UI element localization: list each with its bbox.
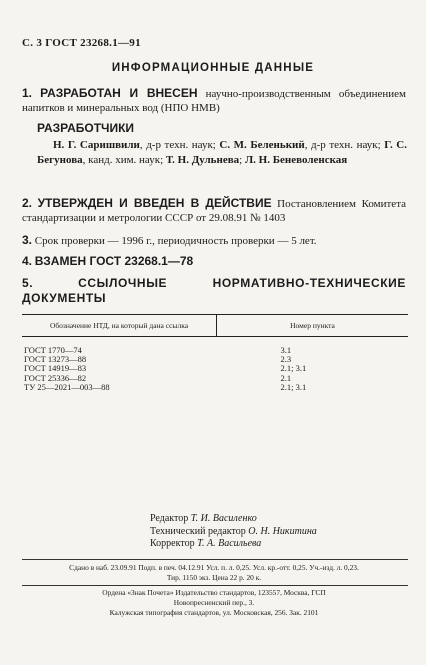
table-row: [22, 383, 408, 392]
table-cell-item: 2.1: [280, 372, 292, 383]
credit-line: [150, 538, 317, 551]
section-4-number: 4.: [22, 254, 33, 268]
section-1-text: научно-производственным объединением напитков и минеральных вод (НПО НМВ): [22, 88, 407, 114]
section-4: [22, 254, 406, 269]
imprint-publisher: [28, 588, 400, 618]
imprint-divider-bottom: [22, 585, 408, 586]
imprint-line: Новопресненский пер., 3.: [173, 598, 255, 607]
section-1: [22, 86, 406, 115]
developer-title: , канд. хим. наук;: [82, 153, 166, 166]
credit-role: Корректор: [150, 538, 198, 549]
developer-name: Н. Г. Саришвили: [53, 139, 140, 151]
table-cell-document: ГОСТ 25336—82: [24, 372, 87, 383]
imprint-line: Сдано в наб. 23.09.91 Подп. в печ. 04.12.91 Усл. п. л. 0,25. Усл. кр.-отт. 0,25. Уч.-изд. л. 0,23.: [69, 563, 359, 572]
section-3: [22, 233, 406, 248]
developers-heading: РАЗРАБОТЧИКИ: [37, 121, 135, 135]
section-5-number: 5.: [22, 276, 34, 290]
section-5: [22, 276, 406, 306]
table-cell-item: 2.1; 3.1: [280, 363, 307, 374]
section-1-heading: РАЗРАБОТАН И ВНЕСЕН: [40, 86, 198, 100]
table-cell-item: 2.3: [280, 354, 292, 365]
developer-title: , д-р техн. наук;: [139, 139, 220, 151]
imprint-divider-top: [22, 559, 408, 560]
references-table: [22, 314, 408, 392]
developer-name: Т. Н. Дульнева: [165, 153, 240, 166]
developer-name: Г. С. Бегунова: [37, 139, 408, 166]
developer-name: Л. Н. Беневоленская: [244, 153, 348, 166]
table-header-item: Номер пункта: [217, 315, 409, 337]
developers-list: [37, 138, 407, 167]
section-1-number: 1.: [22, 86, 33, 100]
credit-role: Технический редактор: [150, 525, 249, 537]
developer-title: ;: [239, 153, 245, 166]
imprint-line: Тир. 1150 экз. Цена 22 р. 20 к.: [166, 573, 262, 582]
section-2-heading: УТВЕРЖДЕН И ВВЕДЕН В ДЕЙСТВИЕ: [37, 196, 272, 210]
credit-line: [150, 526, 317, 539]
table-cell-item: 3.1: [280, 345, 292, 355]
section-2: [22, 196, 406, 225]
credit-line: [150, 513, 317, 526]
section-4-heading: ВЗАМЕН ГОСТ 23268.1—78: [34, 254, 194, 268]
page-title: ИНФОРМАЦИОННЫЕ ДАННЫЕ: [111, 62, 315, 74]
editorial-credits: [150, 513, 317, 551]
section-2-number: 2.: [22, 196, 33, 210]
credit-name: Т. И. Василенко: [190, 513, 257, 524]
table-cell-document: ГОСТ 1770—74: [24, 345, 82, 355]
developer-title: , д-р техн. наук;: [304, 139, 385, 151]
credit-name: Т. А. Васильева: [197, 538, 262, 549]
section-3-text: Срок проверки — 1996 г., периодичность проверки — 5 лет.: [34, 235, 317, 247]
section-2-text: Постановлением Комитета стандартизации и метрологии СССР от 29.08.91 № 1403: [22, 198, 407, 224]
developer-name: С. М. Беленький: [219, 139, 305, 151]
credit-name: О. Н. Никитина: [248, 525, 317, 537]
table-cell-document: ТУ 25—2021—003—88: [24, 381, 110, 392]
imprint-print-details: [28, 563, 400, 583]
credit-role: Редактор: [150, 513, 191, 524]
section-3-number: 3.: [22, 233, 33, 247]
table-cell-document: ГОСТ 13273—88: [24, 354, 87, 365]
section-5-heading: ССЫЛОЧНЫЕ НОРМАТИВНО-ТЕХНИЧЕСКИЕ ДОКУМЕНТЫ: [22, 276, 406, 305]
imprint-line: Калужская типография стандартов, ул. Московская, 256. Зак. 2101: [109, 608, 319, 617]
page-header: С. 3 ГОСТ 23268.1—91: [22, 37, 141, 49]
table-header-document: Обозначение НТД, на который дана ссылка: [22, 315, 217, 337]
table-cell-document: ГОСТ 14919—83: [24, 363, 87, 374]
imprint-line: Ордена «Знак Почета» Издательство стандартов, 123557, Москва, ГСП: [102, 588, 326, 597]
table-cell-item: 2.1; 3.1: [280, 381, 307, 392]
table-row: [22, 337, 408, 356]
